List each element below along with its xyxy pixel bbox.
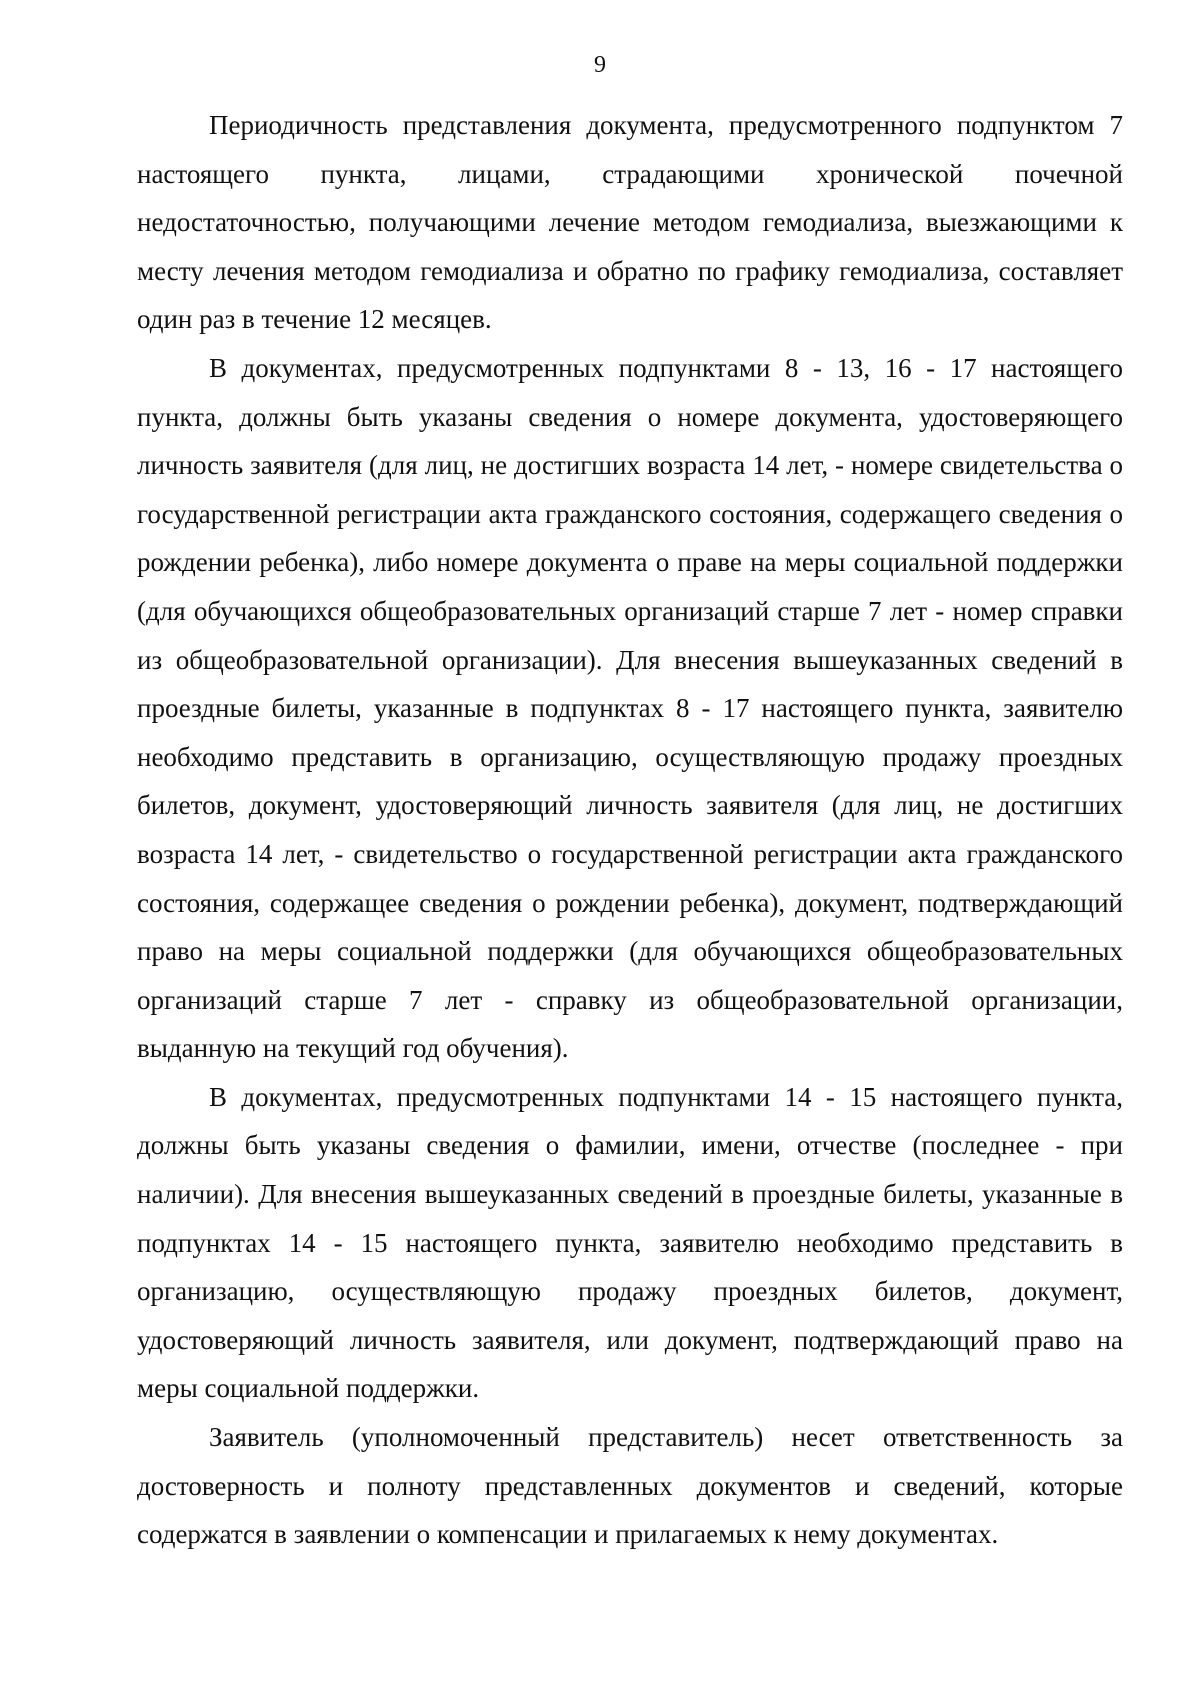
paragraph-applicant-responsibility: Заявитель (уполномоченный представитель) несет ответственность за достоверность и полноту представленных документов и сведений, которые содержатся в заявлении о компенсации и прилагаемых к нему документах. [137, 1422, 1123, 1550]
paragraph-hemodialysis-periodicity: Периодичность представления документа, предусмотренного подпунктом 7 настоящего пункта, лицами, страдающими хронической почечной недостаточностью, получающими лечение методом гемодиализа, выезжающими к месту лечения методом гемодиализа и обратно по графику гемодиализа, составляет один раз в течение 12 месяцев. [137, 110, 1123, 335]
page-number: 9 [594, 52, 606, 78]
paragraph-documents-14-15: В документах, предусмотренных подпунктами 14 - 15 настоящего пункта, должны быть указаны сведения о фамилии, имени, отчестве (последнее - при наличии). Для внесения вышеуказанных сведений в проездные билеты, указанные в подпунктах 14 - 15 настоящего пункта, заявителю необходимо представить в организацию, осуществляющую продажу проездных билетов, документ, удостоверяющий личность заявителя, или документ, подтверждающий право на меры социальной поддержки. [137, 1081, 1123, 1404]
document-body [137, 101, 1123, 1559]
paragraph-documents-8-17: В документах, предусмотренных подпунктами 8 - 13, 16 - 17 настоящего пункта, должны быть указаны сведения о номере документа, удостоверяющего личность заявителя (для лиц, не достигших возраста 14 лет, - номере свидетельства о государственной регистрации акта гражданского состояния, содержащего сведения о рождении ребенка), либо номере документа о праве на меры социальной поддержки (для обучающихся общеобразовательных организаций старше 7 лет - номер справки из общеобразовательной организации). Для внесения вышеуказанных сведений в проездные билеты, указанные в подпунктах 8 - 17 настоящего пункта, заявителю необходимо представить в организацию, осуществляющую продажу проездных билетов, документ, удостоверяющий личность заявителя (для лиц, не достигших возраста 14 лет, - свидетельство о государственной регистрации акта гражданского состояния, содержащее сведения о рождении ребенка), документ, подтверждающий право на меры социальной поддержки (для обучающихся общеобразовательных организаций старше 7 лет - справку из общеобразовательной организации, выданную на текущий год обучения). [137, 352, 1123, 1064]
